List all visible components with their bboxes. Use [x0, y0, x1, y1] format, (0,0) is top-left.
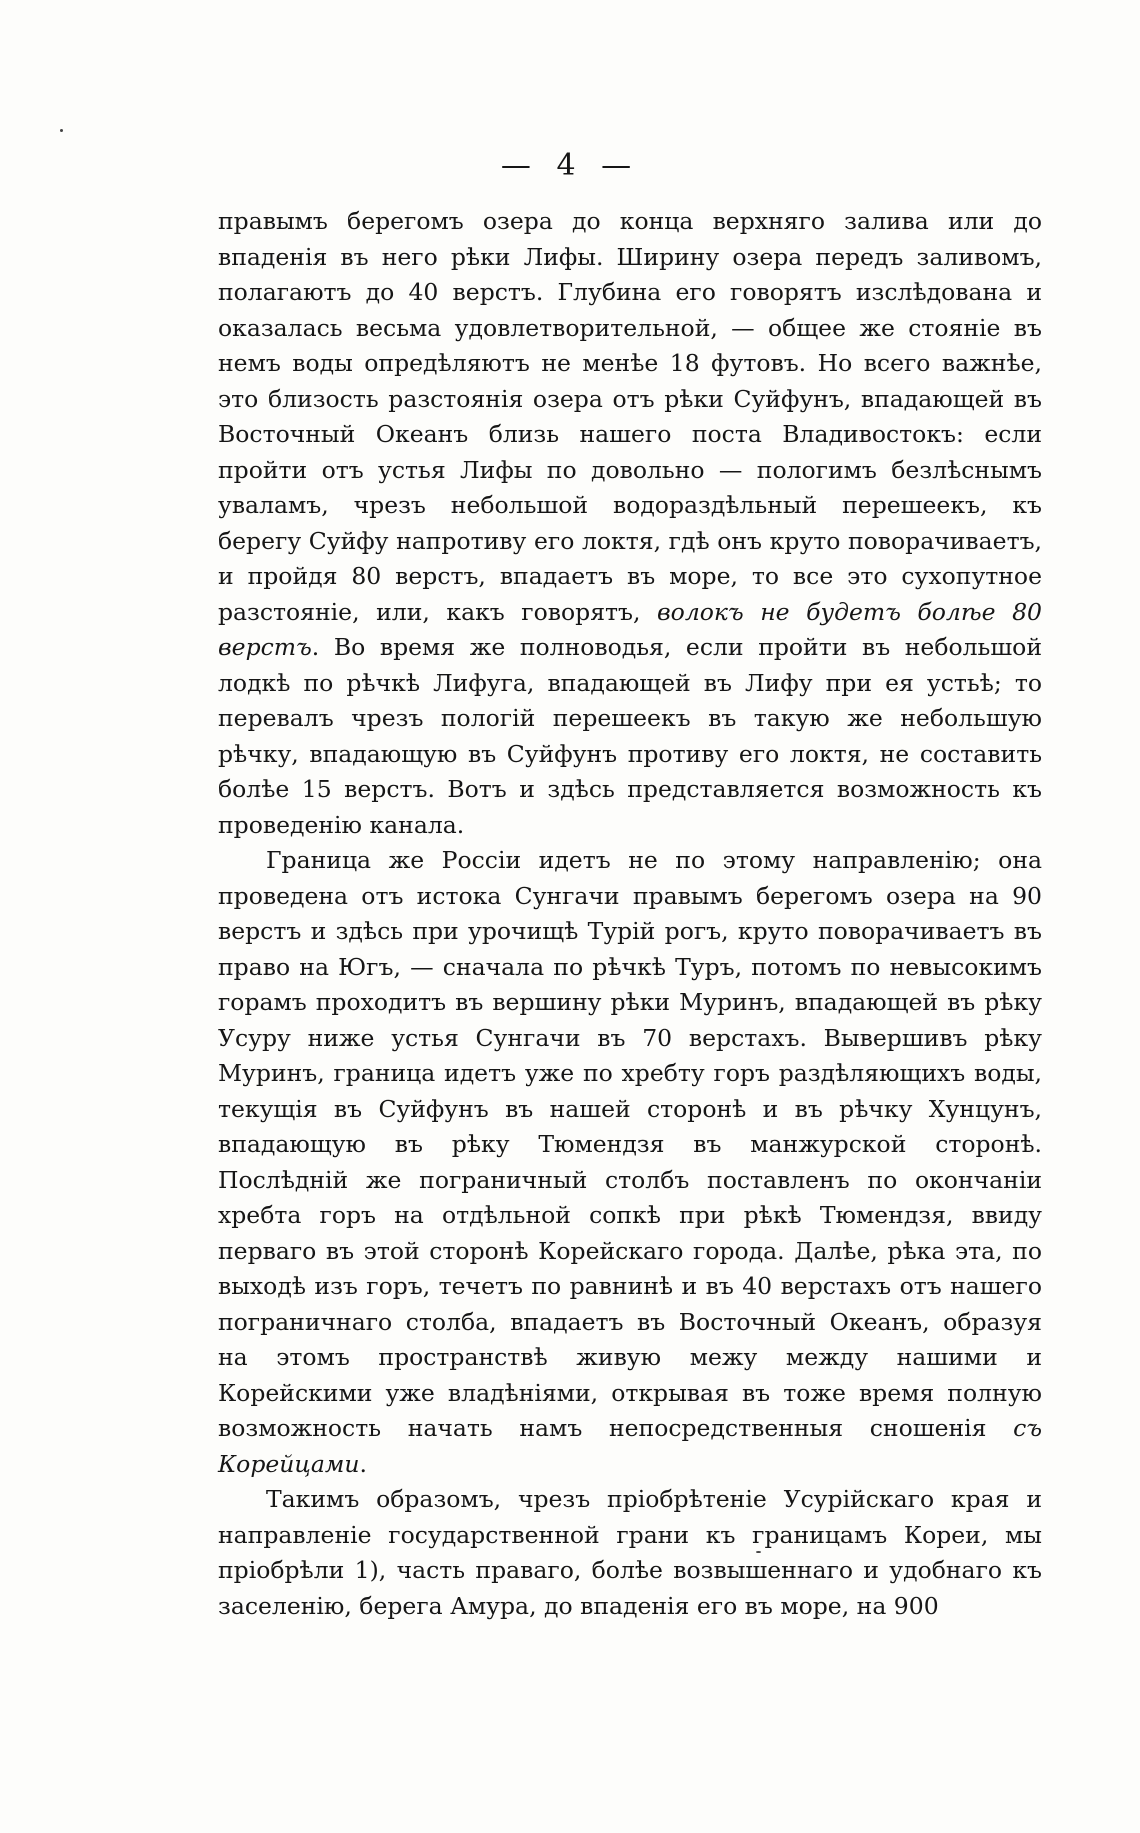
- body-text: [218, 204, 1042, 1624]
- page-number: — 4 —: [500, 148, 640, 183]
- text-run: .: [359, 1449, 367, 1478]
- text-run: Граница же Россіи идетъ не по этому направленію; она проведена отъ истока Сунгачи правымъ берегомъ озера на 90 верстъ и здѣсь при урочищѣ Турій рогъ, круто поворачиваетъ въ право на Югъ, — сначала по рѣчкѣ Туръ, потомъ по невысокимъ горамъ проходитъ въ вершину рѣки Муринъ, впадающей въ рѣку Усуру ниже устья Сунгачи въ 70 верстахъ. Вывершивъ рѣку Муринъ, граница идетъ уже по хребту горъ раздѣляющихъ воды, текущія въ Суйфунъ въ нашей сторонѣ и въ рѣчку Хунцунъ, впадающую въ рѣку Тюмендзя въ манжурской сторонѣ. Послѣдній же пограничный столбъ поставленъ по окончаніи хребта горъ на отдѣльной сопкѣ при рѣкѣ Тюмендзя, ввиду перваго въ этой сторонѣ Корейскаго города. Далѣе, рѣка эта, по выходѣ изъ горъ, течетъ по равнинѣ и въ 40 верстахъ отъ нашего пограничнаго столба, впадаетъ въ Восточный Океанъ, образуя на этомъ пространствѣ живую межу между нашими и Корейскими уже владѣніями, открывая въ тоже время полную возможность начать намъ непосредственныя сношенія: [218, 846, 1042, 1442]
- paragraph-3: [218, 1482, 1042, 1624]
- print-speck: [60, 129, 63, 132]
- text-run: . Во время же полноводья, если пройти въ небольшой лодкѣ по рѣчкѣ Лифуга, впадающей въ Лифу при ея устьѣ; то перевалъ чрезъ пологій перешеекъ въ такую же небольшую рѣчку, впадающую въ Суйфунъ противу его локтя, не составить болѣе 15 верстъ. Вотъ и здѣсь представляется возможность къ проведенію канала.: [218, 633, 1042, 839]
- italic-text-run: волокъ не будетъ болѣе 80 верстъ: [218, 597, 1042, 661]
- paragraph-1: [218, 204, 1042, 843]
- paragraph-2: [218, 843, 1042, 1482]
- text-run: Такимъ образомъ, чрезъ пріобрѣтеніе Усурійскаго края и направленіе государственной грани къ границамъ Кореи, мы пріобрѣли 1), часть праваго, болѣе возвышеннаго и удобнаго къ заселенію, берега Амура, до впаденія его въ море, на 900: [218, 1485, 1042, 1620]
- italic-text-run: съ Корейцами: [218, 1414, 1042, 1478]
- text-run: правымъ берегомъ озера до конца верхняго залива или до впаденія въ него рѣки Лифы. Ширину озера передъ заливомъ, полагаютъ до 40 верстъ. Глубина его говорятъ изслѣдована и оказалась весьма удовлетворительной, — общее же стояніе въ немъ воды опредѣляютъ не менѣе 18 футовъ. Но всего важнѣе, это близость разстоянія озера отъ рѣки Суйфунъ, впадающей въ Восточный Океанъ близь нашего поста Владивостокъ: если пройти отъ устья Лифы по довольно — пологимъ безлѣснымъ уваламъ, чрезъ небольшой водораздѣльный перешеекъ, къ берегу Суйфу напротиву его локтя, гдѣ онъ круто поворачиваетъ, и пройдя 80 верстъ, впадаетъ въ море, то все это сухопутное разстояніе, или, какъ говорятъ,: [218, 207, 1042, 626]
